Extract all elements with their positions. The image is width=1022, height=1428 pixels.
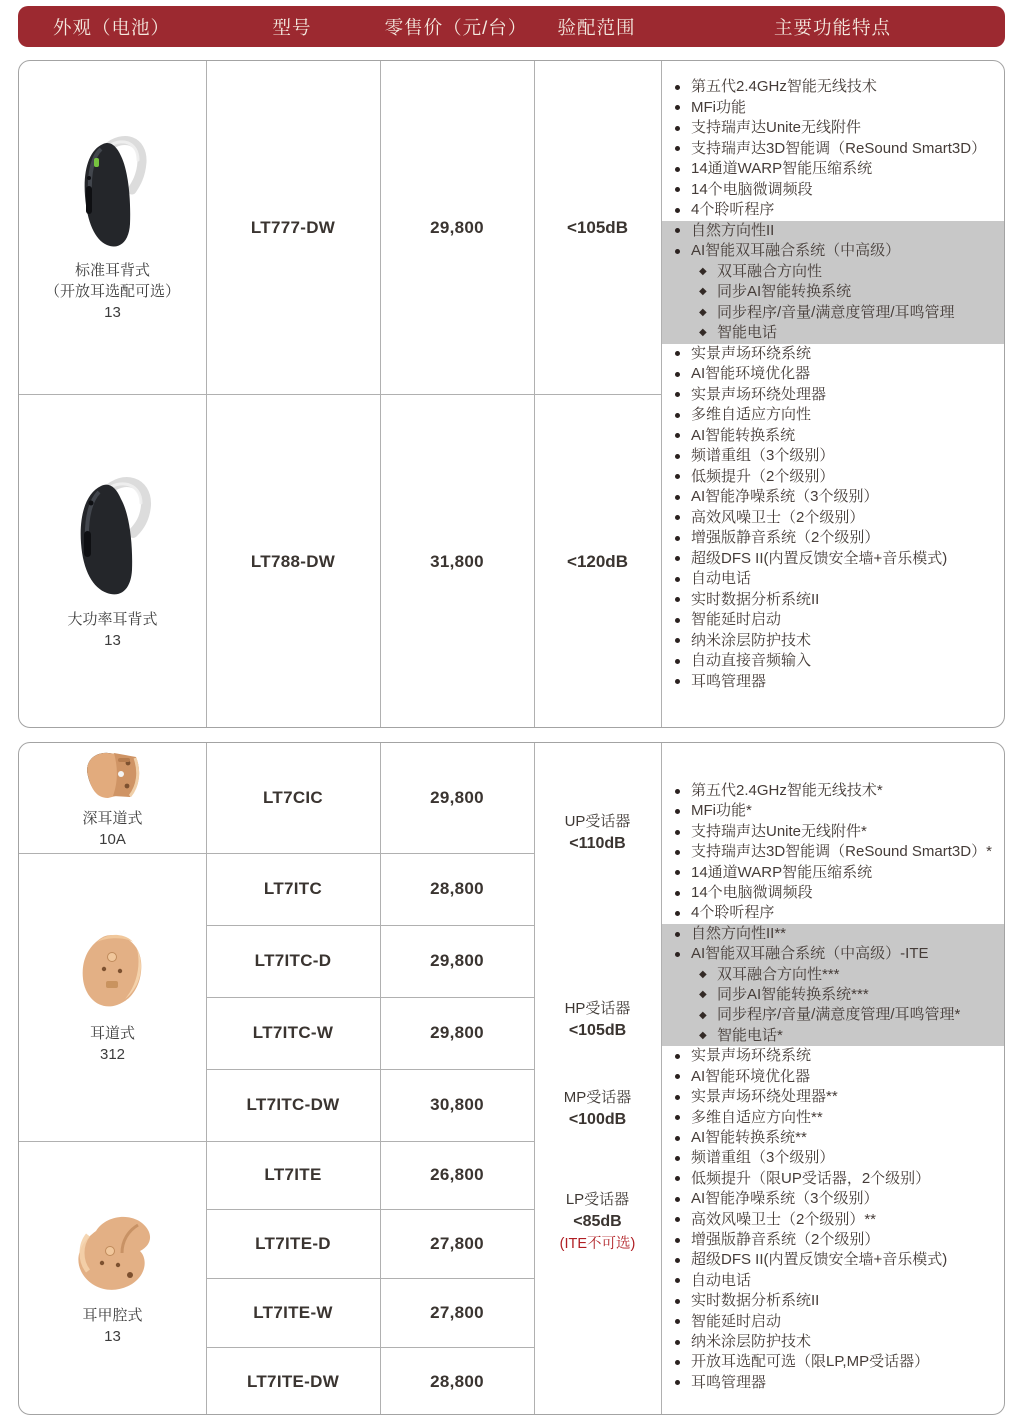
table-gridline xyxy=(19,1141,534,1142)
feature-item: 实时数据分析系统II xyxy=(661,590,1004,611)
battery-size-label: 13 xyxy=(104,1327,121,1345)
feature-item: AI智能转换系统** xyxy=(661,1128,1004,1148)
feature-item: 4个聆听程序 xyxy=(661,200,1004,221)
feature-item: AI智能净噪系统（3个级别） xyxy=(661,1189,1004,1209)
model-cell: LT7ITC-DW xyxy=(246,1095,340,1114)
appearance-label: 耳甲腔式 xyxy=(82,1306,143,1324)
feature-item: 频谱重组（3个级别） xyxy=(661,446,1004,467)
feature-item: 实景声场环绕处理器 xyxy=(661,385,1004,406)
range-value: <105dB xyxy=(568,1022,627,1039)
product-table-section-custom xyxy=(18,742,1005,1415)
table-gridline xyxy=(19,394,661,395)
feature-item: 增强版静音系统（2个级别） xyxy=(661,528,1004,549)
feature-item: 频谱重组（3个级别） xyxy=(661,1148,1004,1168)
features-cell-custom xyxy=(661,743,1004,1414)
feature-item: 超级DFS II(内置反馈安全墙+音乐模式) xyxy=(661,1250,1004,1270)
feature-item: 支持瑞声达Unite无线附件 xyxy=(661,118,1004,139)
receiver-label: MP受话器 xyxy=(563,1089,632,1106)
table-gridline xyxy=(534,743,535,1414)
cic-image xyxy=(78,746,148,804)
product-table-section-bte xyxy=(18,60,1005,728)
model-cell: LT7ITC-D xyxy=(254,951,332,970)
model-cell: LT7ITE-D xyxy=(255,1233,331,1253)
price-cell: 27,800 xyxy=(430,1302,484,1322)
model-cell: LT7CIC xyxy=(262,788,324,807)
feature-item: 高效风噪卫士（2个级别） xyxy=(661,508,1004,529)
feature-item: 纳米涂层防护技术 xyxy=(661,631,1004,652)
price-cell: 26,800 xyxy=(430,1165,484,1184)
feature-item: AI智能净噪系统（3个级别） xyxy=(661,487,1004,508)
highlighted-feature-band xyxy=(661,221,1004,344)
model-cell: LT777-DW xyxy=(250,217,336,237)
feature-item: 超级DFS II(内置反馈安全墙+音乐模式) xyxy=(661,549,1004,570)
feature-item: 智能延时启动 xyxy=(661,610,1004,631)
feature-item: AI智能环境优化器 xyxy=(661,364,1004,385)
model-cell: LT7ITC-W xyxy=(252,1023,334,1042)
appearance-cell-ite xyxy=(19,1141,206,1415)
appearance-cell-itc xyxy=(19,853,206,1141)
feature-item: 自动电话 xyxy=(661,1271,1004,1291)
feature-item: 自然方向性II** xyxy=(661,924,1004,944)
itc-image xyxy=(75,929,151,1013)
feature-item: 高效风噪卫士（2个级别）** xyxy=(661,1210,1004,1230)
range-value: <85dB xyxy=(573,1213,622,1230)
table-gridline xyxy=(19,853,534,854)
bte-standard-image xyxy=(73,132,153,250)
feature-item: 14通道WARP智能压缩系统 xyxy=(661,863,1004,883)
bte-power-image xyxy=(69,473,157,599)
feature-subitem: ◆ 智能电话 xyxy=(661,323,1004,344)
range-value: <110dB xyxy=(569,835,626,852)
appearance-label: （开放耳选配可选） xyxy=(44,283,180,300)
feature-item: MFi功能* xyxy=(661,801,1004,821)
feature-item: 自动直接音频输入 xyxy=(661,651,1004,672)
model-cell: LT788-DW xyxy=(250,551,336,571)
feature-item: 14通道WARP智能压缩系统 xyxy=(661,159,1004,180)
feature-item: 第五代2.4GHz智能无线技术* xyxy=(661,781,1004,801)
price-cell: 30,800 xyxy=(430,1095,484,1114)
appearance-label: 大功率耳背式 xyxy=(67,610,158,628)
price-cell: 29,800 xyxy=(430,788,484,807)
battery-size-label: 312 xyxy=(99,1046,126,1063)
feature-item: 开放耳选配可选（限LP,MP受话器） xyxy=(661,1352,1004,1372)
appearance-cell-bte-standard xyxy=(19,61,206,394)
feature-item: 4个聆听程序 xyxy=(661,903,1004,923)
feature-item: 实景声场环绕系统 xyxy=(661,344,1004,365)
price-cell: 27,800 xyxy=(430,1233,484,1253)
feature-item: 低频提升（2个级别） xyxy=(661,467,1004,488)
price-cell: 28,800 xyxy=(430,1371,484,1391)
header-fitting-range: 验配范围 xyxy=(557,16,636,38)
table-gridline xyxy=(661,61,662,727)
model-cell: LT7ITC xyxy=(263,879,323,898)
appearance-label: 标准耳背式 xyxy=(74,262,150,279)
feature-item: 14个电脑微调频段 xyxy=(661,883,1004,903)
feature-item: 智能延时启动 xyxy=(661,1312,1004,1332)
highlighted-feature-band xyxy=(661,924,1004,1046)
feature-item: 实景声场环绕系统 xyxy=(661,1046,1004,1066)
price-cell: 29,800 xyxy=(430,217,484,237)
feature-item: AI智能双耳融合系统（中高级）-ITE xyxy=(661,944,1004,964)
table-header-bar xyxy=(18,6,1005,47)
feature-subitem: ◆ 双耳融合方向性*** xyxy=(661,965,1004,985)
table-gridline xyxy=(661,743,662,1414)
feature-item: 14个电脑微调频段 xyxy=(661,180,1004,201)
feature-item: 增强版静音系统（2个级别） xyxy=(661,1230,1004,1250)
fitting-up xyxy=(534,811,661,855)
table-gridline xyxy=(380,743,381,1414)
model-cell: LT7ITE xyxy=(264,1165,322,1184)
fitting-range-cell: <105dB xyxy=(567,217,628,237)
appearance-label: 深耳道式 xyxy=(82,810,143,827)
feature-item: AI智能双耳融合系统（中高级） xyxy=(661,241,1004,262)
table-gridline xyxy=(206,997,534,998)
feature-item: 耳鸣管理器 xyxy=(661,1373,1004,1393)
model-cell: LT7ITE-DW xyxy=(246,1371,340,1391)
table-gridline xyxy=(206,1278,534,1279)
price-cell: 29,800 xyxy=(430,1023,484,1042)
feature-item: 低频提升（限UP受话器，2个级别） xyxy=(661,1169,1004,1189)
feature-item: AI智能环境优化器 xyxy=(661,1067,1004,1087)
receiver-label: LP受话器 xyxy=(565,1191,630,1208)
table-gridline xyxy=(206,1069,534,1070)
features-cell-bte xyxy=(661,61,1004,727)
header-model: 型号 xyxy=(272,16,312,38)
feature-subitem: ◆ 同步AI智能转换系统*** xyxy=(661,985,1004,1005)
feature-item: 实时数据分析系统II xyxy=(661,1291,1004,1311)
feature-subitem: ◆ 双耳融合方向性 xyxy=(661,262,1004,283)
battery-size-label: 10A xyxy=(99,831,126,848)
feature-item: MFi功能 xyxy=(661,98,1004,119)
fitting-hp xyxy=(534,998,661,1042)
feature-subitem: ◆ 智能电话* xyxy=(661,1026,1004,1046)
feature-subitem: ◆ 同步程序/音量/满意度管理/耳鸣管理* xyxy=(661,1005,1004,1025)
receiver-label: HP受话器 xyxy=(564,1000,631,1017)
receiver-label: UP受话器 xyxy=(564,813,631,830)
table-gridline xyxy=(206,743,207,1414)
ite-image xyxy=(68,1211,158,1295)
ite-unavailable-note: (ITE不可选) xyxy=(559,1236,636,1252)
price-cell: 31,800 xyxy=(430,551,484,571)
table-gridline xyxy=(206,1347,534,1348)
fitting-mp xyxy=(534,1087,661,1131)
header-price: 零售价（元/台） xyxy=(384,16,528,38)
feature-item: 多维自适应方向性 xyxy=(661,405,1004,426)
header-appearance: 外观（电池） xyxy=(52,16,170,38)
feature-item: 耳鸣管理器 xyxy=(661,672,1004,693)
appearance-cell-cic xyxy=(19,743,206,853)
feature-item: 支持瑞声达Unite无线附件* xyxy=(661,822,1004,842)
price-cell: 28,800 xyxy=(430,879,484,898)
fitting-range-column xyxy=(534,743,661,1415)
battery-size-label: 13 xyxy=(104,631,121,649)
feature-item: 支持瑞声达3D智能调（ReSound Smart3D）* xyxy=(661,842,1004,862)
table-gridline xyxy=(206,925,534,926)
feature-item: AI智能转换系统 xyxy=(661,426,1004,447)
feature-subitem: ◆ 同步程序/音量/满意度管理/耳鸣管理 xyxy=(661,303,1004,324)
feature-item: 自动电话 xyxy=(661,569,1004,590)
model-cell: LT7ITE-W xyxy=(253,1302,333,1322)
feature-item: 支持瑞声达3D智能调（ReSound Smart3D） xyxy=(661,139,1004,160)
appearance-cell-bte-power xyxy=(19,394,206,728)
feature-item: 多维自适应方向性** xyxy=(661,1108,1004,1128)
feature-subitem: ◆ 同步AI智能转换系统 xyxy=(661,282,1004,303)
table-gridline xyxy=(206,1209,534,1210)
price-cell: 29,800 xyxy=(430,951,484,970)
range-value: <100dB xyxy=(568,1111,627,1128)
feature-item: 纳米涂层防护技术 xyxy=(661,1332,1004,1352)
fitting-range-cell: <120dB xyxy=(567,551,628,571)
header-key-features: 主要功能特点 xyxy=(773,16,891,38)
feature-item: 自然方向性II xyxy=(661,221,1004,242)
appearance-label: 耳道式 xyxy=(89,1025,135,1042)
fitting-lp xyxy=(534,1189,661,1255)
feature-item: 实景声场环绕处理器** xyxy=(661,1087,1004,1107)
feature-item: 第五代2.4GHz智能无线技术 xyxy=(661,77,1004,98)
battery-size-label: 13 xyxy=(104,304,121,321)
